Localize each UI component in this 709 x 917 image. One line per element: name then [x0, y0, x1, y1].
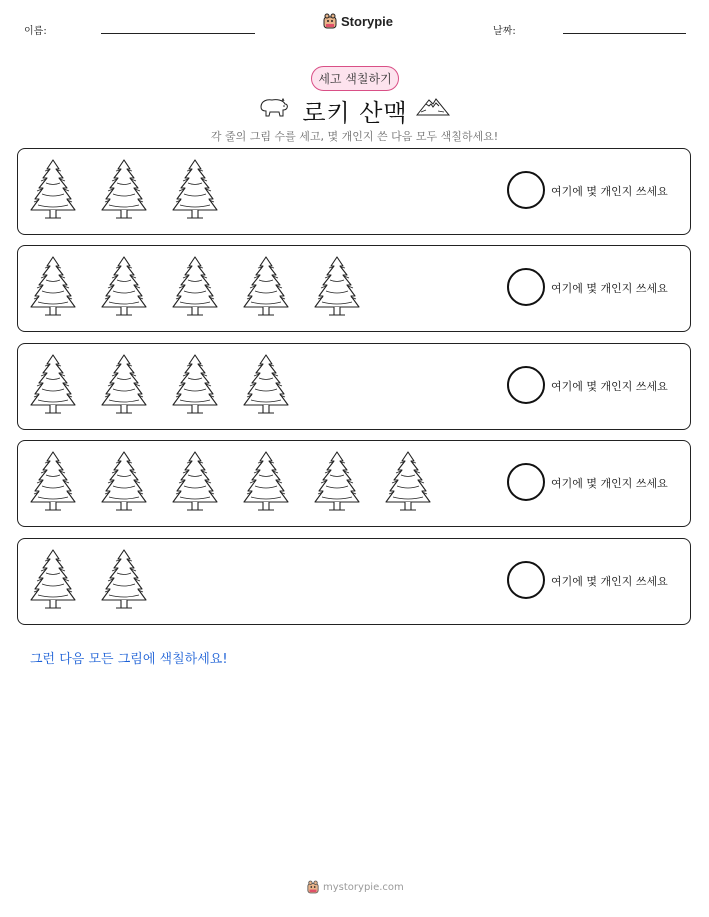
answer-circle[interactable]: [507, 463, 545, 501]
answer-prompt: 여기에 몇 개인지 쓰세요: [551, 380, 668, 393]
pine-tree-icon[interactable]: [170, 255, 220, 321]
counting-row: [17, 440, 691, 527]
counting-row: [17, 538, 691, 625]
name-label: 이름:: [24, 26, 47, 37]
pine-tree-icon[interactable]: [28, 450, 78, 516]
answer-prompt: 여기에 몇 개인지 쓰세요: [551, 282, 668, 295]
answer-prompt: 여기에 몇 개인지 쓰세요: [551, 185, 668, 198]
footer-site: mystorypie.com: [323, 881, 404, 893]
instruction-text: 각 줄의 그림 수를 세고, 몇 개인지 쓴 다음 모두 색칠하세요!: [210, 130, 499, 143]
pine-tree-icon[interactable]: [241, 450, 291, 516]
answer-circle[interactable]: [507, 366, 545, 404]
pine-tree-icon[interactable]: [99, 353, 149, 419]
pine-tree-icon[interactable]: [383, 450, 433, 516]
answer-circle[interactable]: [507, 171, 545, 209]
pine-tree-icon[interactable]: [28, 353, 78, 419]
pine-tree-icon[interactable]: [170, 353, 220, 419]
activity-badge: 세고 색칠하기: [311, 66, 399, 91]
storypie-logo-icon: [307, 880, 319, 894]
pine-tree-icon[interactable]: [241, 353, 291, 419]
brand-name: Storypie: [341, 13, 394, 29]
counting-row: [17, 245, 691, 332]
answer-circle[interactable]: [507, 561, 545, 599]
pine-tree-icon[interactable]: [312, 255, 362, 321]
pine-tree-icon[interactable]: [28, 158, 78, 224]
pine-tree-icon[interactable]: [28, 548, 78, 614]
pine-tree-icon[interactable]: [170, 158, 220, 224]
pine-tree-icon[interactable]: [312, 450, 362, 516]
date-label: 날짜:: [493, 26, 516, 37]
storypie-logo-icon: [323, 13, 337, 29]
pine-tree-icon[interactable]: [99, 158, 149, 224]
brand-logo: [323, 13, 393, 29]
answer-prompt: 여기에 몇 개인지 쓰세요: [551, 575, 668, 588]
answer-circle[interactable]: [507, 268, 545, 306]
counting-row: [17, 343, 691, 430]
counting-row: [17, 148, 691, 235]
page-title: 로키 산맥: [302, 99, 408, 127]
bear-icon: [258, 95, 290, 119]
name-line[interactable]: [101, 33, 255, 34]
pine-tree-icon[interactable]: [99, 548, 149, 614]
footer: [307, 880, 404, 894]
mountain-icon: [416, 95, 450, 117]
pine-tree-icon[interactable]: [170, 450, 220, 516]
closing-instruction: 그런 다음 모든 그림에 색칠하세요!: [30, 652, 228, 667]
pine-tree-icon[interactable]: [99, 450, 149, 516]
pine-tree-icon[interactable]: [99, 255, 149, 321]
date-line[interactable]: [563, 33, 686, 34]
pine-tree-icon[interactable]: [241, 255, 291, 321]
pine-tree-icon[interactable]: [28, 255, 78, 321]
answer-prompt: 여기에 몇 개인지 쓰세요: [551, 477, 668, 490]
